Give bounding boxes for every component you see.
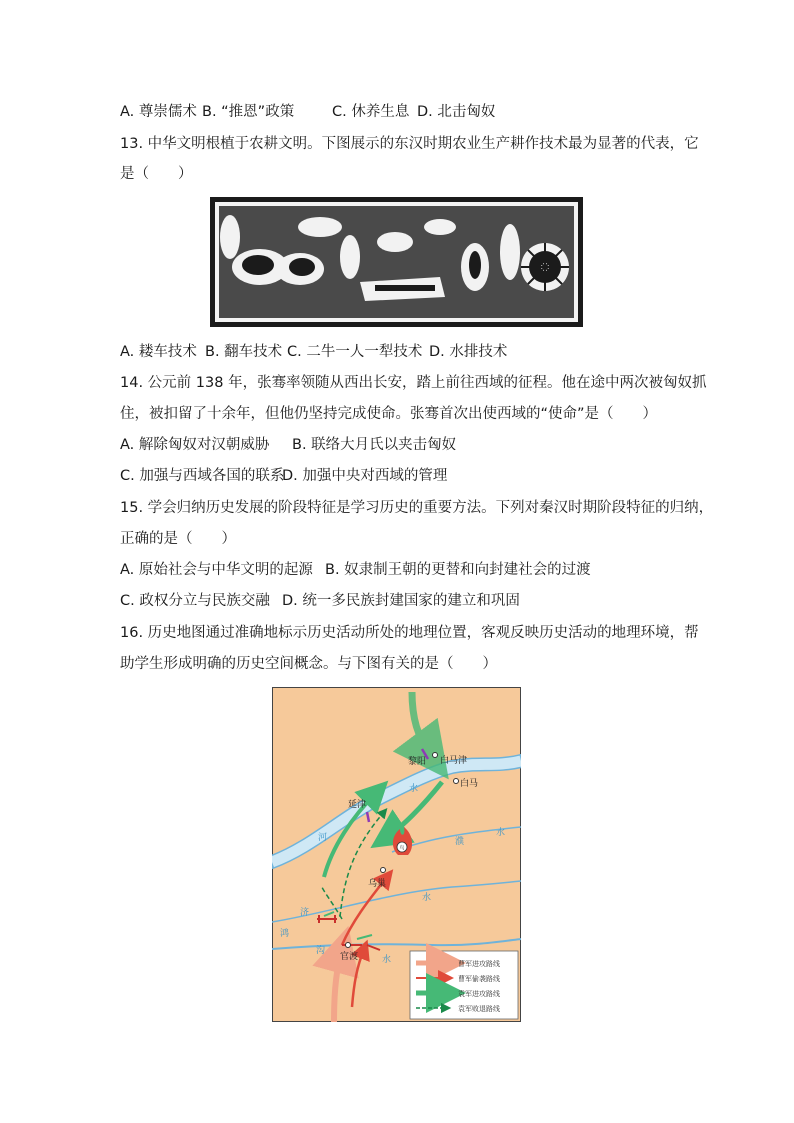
q14-options-row2 [120, 466, 447, 486]
q15-stem-line2: 正确的是（ ） [120, 531, 236, 547]
q16-stem-line1: 16. 历史地图通过准确地标示历史活动所处的地理位置，客观反映历史活动的地理环境，帮 [120, 625, 699, 641]
water-label-shui: 水 [422, 893, 432, 903]
q15-option-d[interactable]: D. 统一多民族封建国家的建立和巩固 [282, 593, 520, 609]
q13-stem-line2: 是（ ） [120, 166, 193, 182]
legend-yuan-retreat: 袁军败退路线 [458, 1005, 500, 1013]
q15-option-b[interactable]: B. 奴隶制王朝的更替和向封建社会的过渡 [325, 562, 591, 578]
water-label-ji: 济 [300, 908, 310, 918]
place-baimajin: 白马津 [440, 756, 468, 766]
q12-option-c[interactable]: C. 休养生息 [332, 104, 410, 120]
legend-cao-raid: 曹军偷袭路线 [458, 975, 500, 983]
q15-options-row2 [120, 591, 520, 611]
q13-option-b[interactable]: B. 翻车技术 [205, 344, 283, 360]
q14-option-c[interactable]: C. 加强与西域各国的联系 [120, 468, 285, 484]
q12-option-a[interactable]: A. 尊崇儒术 [120, 104, 197, 120]
water-label-hong: 鸿 [280, 929, 290, 939]
q14-stem-line1: 14. 公元前 138 年，张骞率领随从西出长安，踏上前往西域的征程。他在途中两次被匈奴抓 [120, 375, 707, 391]
q15-stem-line1: 15. 学会归纳历史发展的阶段特征是学习历史的重要方法。下列对秦汉时期阶段特征的归纳， [120, 500, 714, 516]
q14-options-row1 [120, 435, 456, 455]
q12-options [120, 102, 495, 122]
q14-option-b[interactable]: B. 联络大月氏以夹击匈奴 [292, 437, 457, 453]
water-label-pu: 濮 [455, 837, 465, 847]
q14-option-a[interactable]: A. 解除匈奴对汉朝威胁 [120, 437, 270, 453]
q15-options-row1 [120, 560, 591, 580]
place-wuchao: 乌巢 [368, 879, 387, 889]
legend-yuan-attack: 袁军进攻路线 [458, 990, 500, 998]
q14-option-d[interactable]: D. 加强中央对西域的管理 [282, 468, 448, 484]
water-label-shui: 水 [409, 784, 419, 794]
q12-option-d[interactable]: D. 北击匈奴 [417, 104, 496, 120]
guandu-battle-map [272, 687, 521, 1022]
wuchao-fire-glyph: 鸟 [399, 845, 405, 852]
legend-cao-attack: 曹军进攻路线 [458, 960, 500, 968]
water-label-shui: 水 [496, 828, 506, 838]
q13-option-d[interactable]: D. 水排技术 [429, 344, 508, 360]
water-label-gou: 沟 [316, 946, 326, 956]
place-baima: 白马 [460, 779, 479, 789]
water-label-shui: 水 [382, 955, 392, 965]
han-stone-rubbing-image [210, 197, 583, 327]
q13-option-a[interactable]: A. 耧车技术 [120, 344, 197, 360]
place-guandu: 官渡 [340, 952, 359, 962]
q13-stem-line1: 13. 中华文明根植于农耕文明。下图展示的东汉时期农业生产耕作技术最为显著的代表，它 [120, 136, 699, 152]
q13-option-c[interactable]: C. 二牛一人一犁技术 [287, 344, 423, 360]
q14-stem-line2: 住，被扣留了十余年，但他仍坚持完成使命。张骞首次出使西域的“使命”是（ ） [120, 406, 658, 422]
q12-option-b[interactable]: B. “推恩”政策 [202, 104, 295, 120]
map-legend [410, 951, 518, 1019]
q15-option-c[interactable]: C. 政权分立与民族交融 [120, 593, 270, 609]
water-label-he: 河 [318, 833, 328, 843]
q15-option-a[interactable]: A. 原始社会与中华文明的起源 [120, 562, 313, 578]
q16-stem-line2: 助学生形成明确的历史空间概念。与下图有关的是（ ） [120, 656, 497, 672]
place-liyang: 黎阳 [408, 757, 427, 767]
q13-options [120, 342, 507, 362]
place-yanjin: 延津 [348, 800, 367, 810]
